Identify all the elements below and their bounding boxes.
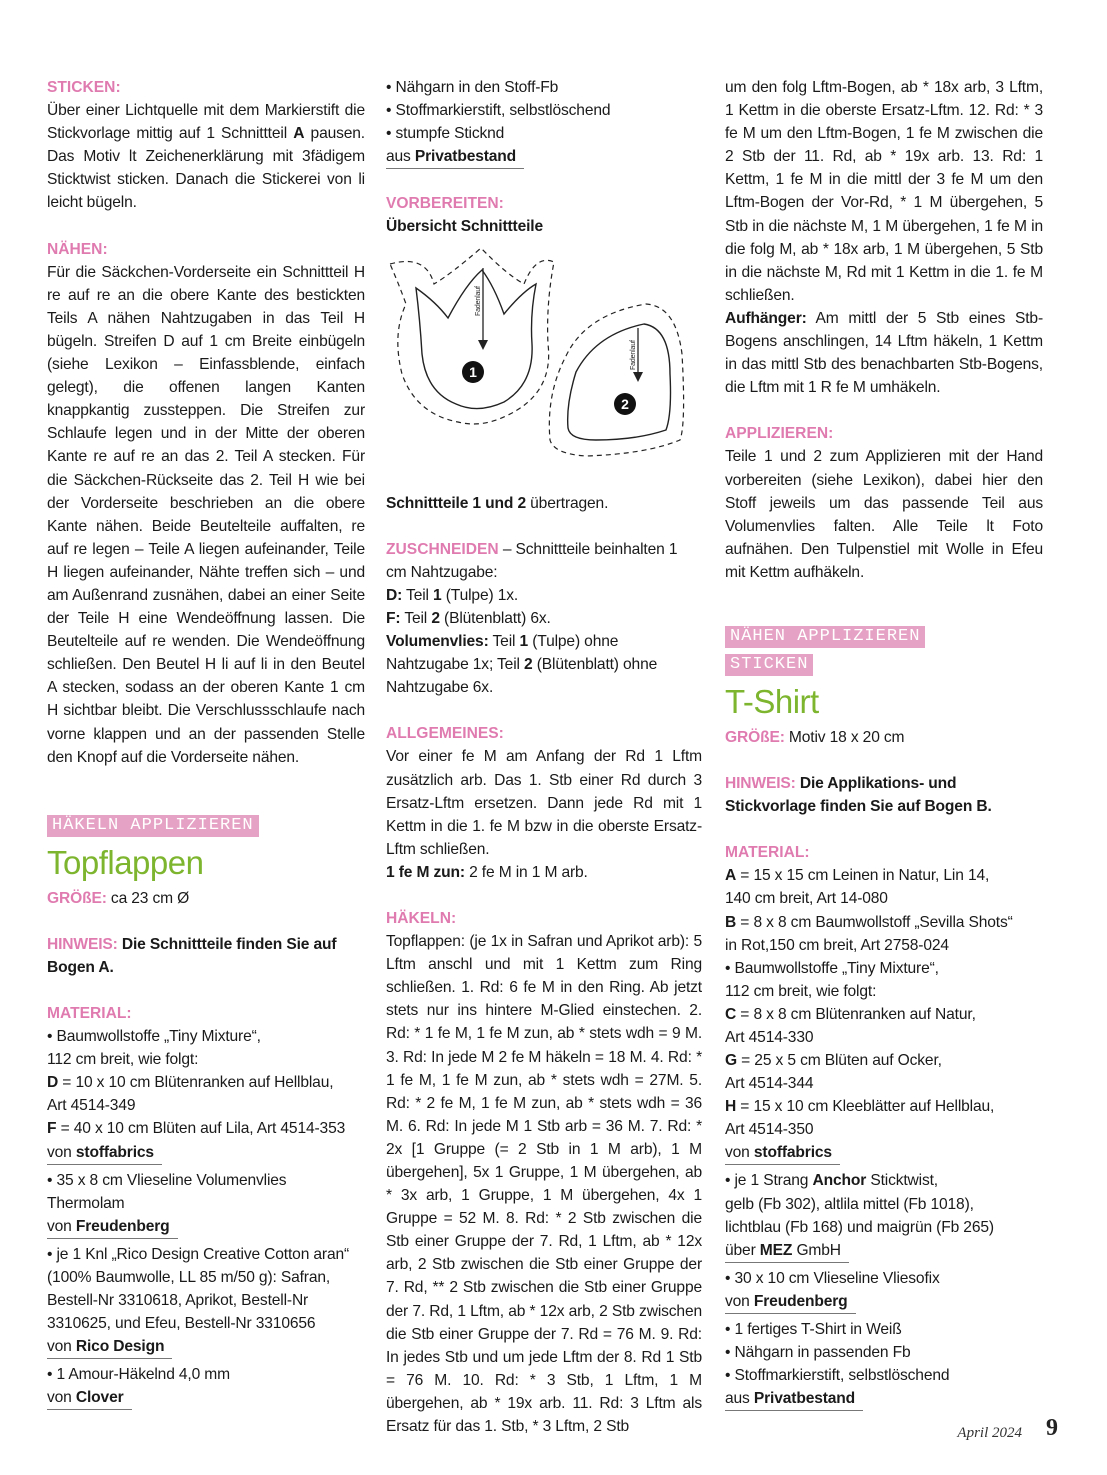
material-item: D = 10 x 10 cm Blütenranken auf Hellblau, <box>47 1074 334 1092</box>
supplier-line: von stoffabrics <box>725 1141 1043 1165</box>
material-item: • 35 x 8 cm Vlieseline Volumenvlies <box>47 1171 287 1189</box>
supplier-line: von Clover <box>47 1386 365 1410</box>
pattern-pieces-diagram <box>386 244 686 476</box>
material-item: • Stoffmarkierstift, selbstlöschend <box>725 1367 950 1385</box>
material-item: G = 25 x 5 cm Blüten auf Ocker, <box>725 1052 942 1070</box>
material-item: • 1 Amour-Häkelnd 4,0 mm <box>47 1366 230 1384</box>
section-heading-sticken: STICKEN: <box>47 79 121 96</box>
increase-line: 1 fe M zun: 2 fe M in 1 M arb. <box>386 863 588 881</box>
material-item: gelb (Fb 302), altlila mittel (Fb 1018), <box>725 1195 974 1213</box>
tulip-seam-outline <box>390 248 554 424</box>
material-item: C = 8 x 8 cm Blütenranken auf Natur, <box>725 1005 976 1023</box>
crochet-instructions: Topflappen: (je 1x in Safran und Aprikot arb): 5 Lftm anschl und mit 1 Kettm zum Ring schließen. 1. Rd: 6 fe M in den Ring. Ab jetzt stets nur ins hintere M-Glied einstechen. 2. Rd: * 1 fe M, 1 fe M zun, ab * stets wdh = 9 M. 3. Rd: In jede M 2 fe M häkeln = 18 M. 4. Rd: * 1 fe M, 1 fe M zun, ab * stets wdh = 27M. 5. Rd: * 2 fe M, 1 fe M zun, ab * stets wdh = 36 M. 6. Rd: In jede M 1 Stb arb = 36 M. 7. Rd: * 2x [1 Gruppe (= 2 Stb in 1 M arb), 1 M übergehen], 5x 1 Gruppe, 1 M übergehen, ab * 3x arb, 1 Gruppe, 1 M übergehen, 4x 1 Gruppe = 52 M. 8. Rd: * 2 Stb zwischen die Stb einer Gruppe der 7. Rd, 1 Lftm, ab * 12x arb, 2 Stb zwischen die Stb einer Gruppe der 7. Rd, ** 2 Stb zwischen die Stb einer Gruppe der 7. Rd, 1 Lftm, ab * 12x arb, 2 Stb zwischen die Stb einer Gruppe der 7. Rd = 76 M. 9. Rd: In jedes Stb und um jede Lftm der 8. Rd 1 Stb = 76 M. 10. Rd: * 3 Stb, 1 Lftm, 1 M übergehen, ab * 19x arb. 11. Rd: 3 Lftm als Ersatz für das 1. Stb, * 3 Lftm, 2 Stb <box>386 933 702 1436</box>
material-item: H = 15 x 10 cm Kleeblätter auf Hellblau, <box>725 1098 995 1116</box>
material-item: • 30 x 10 cm Vlieseline Vliesofix <box>725 1269 940 1287</box>
section-heading-material: MATERIAL: <box>47 1005 132 1022</box>
column-left <box>47 76 365 1410</box>
section-heading-applizieren: APPLIZIEREN: <box>725 425 834 443</box>
hanger-paragraph: Aufhänger: Am mittl der 5 Stb eines Stb-Bogens anschlingen, 14 Lftm häkeln, 1 Kettm in das mittl Stb des benachbarten Stb-Bogens, die Lftm mit 1 R fe M umhäkeln. <box>725 309 1043 397</box>
general-paragraph: Vor einer fe M am Anfang der Rd 1 Lftm zusätzlich arb. Das 1. Stb einer Rd durch 3 Ersatz-Lftm ersetzen. Dann jede Rd mit 1 Kettm in die 1. fe M bzw in die oberste Ersatz-Lftm schließen. <box>386 748 702 858</box>
material-item: 112 cm breit, wie folgt: <box>47 1051 199 1069</box>
transfer-line: Schnittteile 1 und 2 übertragen. <box>386 494 609 512</box>
material-item: 112 cm breit, wie folgt: <box>725 982 877 1000</box>
page-number: 9 <box>1046 1415 1058 1441</box>
issue-label: April 2024 <box>957 1425 1022 1441</box>
material-item: lichtblau (Fb 168) und maigrün (Fb 265) <box>725 1218 994 1236</box>
petal-piece-2 <box>568 324 671 440</box>
size-line: GRÖßE: ca 23 cm Ø <box>47 889 190 907</box>
material-item: • Baumwollstoffe „Tiny Mixture“, <box>725 959 939 977</box>
section-heading-haekeln: HÄKELN: <box>386 909 457 927</box>
grain-label-1: Fadenlauf <box>475 286 482 317</box>
hint-line: HINWEIS: Die Schnittteile finden Sie auf Bogen A. <box>47 935 337 976</box>
project-title: T-Shirt <box>725 682 819 720</box>
material-item: 3310625, und Efeu, Bestell-Nr 3310656 <box>47 1315 316 1333</box>
piece-number-2: 2 <box>621 396 629 413</box>
material-item: Art 4514-344 <box>725 1075 814 1093</box>
material-item: (100% Baumwolle, LL 85 m/50 g): Safran, <box>47 1268 331 1286</box>
project-title: Topflappen <box>47 843 204 881</box>
supplier-line: von Freudenberg <box>47 1215 365 1239</box>
naehen-paragraph: Für die Säckchen-Vorderseite ein Schnittteil H re auf re an die obere Kante des bestickten Teils A nähen Nahtzugaben in das Teil H bügeln. Streifen D auf 1 cm Breite einbügeln (siehe Lexikon – Einfassblende, einfach gelegt), die offenen langen Kanten knappkantig zussteppen. Die Streifen zur Schlaufe legen und in der Mitte der oberen Kante re auf re an das 2. Teil A stecken. Für die Säckchen-Rückseite das 2. Teil H wie bei der Vorderseite beschrieben an die obere Kante nähen. Beide Beutelteile auffalten, re auf re legen – Teile A liegen aufeinander, Teile H liegen aufeinander, Nähte treffen sich – und am Außenrand zusnähen, dabei an einer Seite der Teile H eine Wendeöffnung lassen. Die Beutelteile auf re wenden. Die Wendeöffnung schließen. Den Beutel H li auf li in den Beutel A stecken, sodass an der oberen Kante 1 cm H sichtbar bleibt. Die Verschlussschlaufe nach vorne klappen und an der passenden Stelle den Knopf auf die Vorderseite nähen. <box>47 263 365 766</box>
material-item: • je 1 Knl „Rico Design Creative Cotton aran“ <box>47 1245 350 1263</box>
supplier-line: aus Privatbestand <box>386 145 702 169</box>
material-item: Bestell-Nr 3310618, Aprikot, Bestell-Nr <box>47 1291 309 1309</box>
section-heading-naehen: NÄHEN: <box>47 240 108 258</box>
cut-item: D: Teil 1 (Tulpe) 1x. <box>386 586 519 604</box>
supplier-line: von Freudenberg <box>725 1290 1043 1314</box>
crochet-continued: um den folg Lftm-Bogen, ab * 18x arb, 3 Lftm, 1 Kettm in die oberste Ersatz-Lftm. 12. Rd: * 3 fe M um den Lftm-Bogen, 1 fe M zwischen die 2 Stb der 11. Rd, ab * 19x arb. 13. Rd: 1 Kettm, 1 fe M in die mittl der 3 fe M um den Lftm-Bogen der Vor-Rd, * 1 M übergehen, 5 Stb in die nächste M, 1 M übergehen, 1 fe M in die folg M, ab * 18x arb, 1 M übergehen, 5 Stb in die nächste M, Rd mit 1 Kettm in die 1. fe M schließen. <box>725 79 1043 304</box>
column-middle <box>386 76 702 1438</box>
section-heading-vorbereiten: VORBEREITEN: <box>386 195 504 213</box>
material-item: • Baumwollstoffe „Tiny Mixture“, <box>47 1028 261 1046</box>
material-item: F = 40 x 10 cm Blüten auf Lila, Art 4514-353 <box>47 1120 346 1138</box>
material-item: • Stoffmarkierstift, selbstlöschend <box>386 102 611 120</box>
size-line: GRÖßE: Motiv 18 x 20 cm <box>725 728 905 746</box>
sticken-paragraph: Über einer Lichtquelle mit dem Markierstift die Stickvorlage mittig auf 1 Schnittteil A pausen. Das Motiv lt Zeichenerklärung mit 3fädigem Sticktwist sticken. Danach die Stickerei von li leicht bügeln. <box>47 102 365 212</box>
applique-paragraph: Teile 1 und 2 zum Applizieren mit der Hand vorbereiten (siehe Lexikon), dabei hier den Stoff jeweils um das passende Teil aus Volumenvlies falten. Alle Teile lt Foto aufnähen. Den Tulpenstiel mit Wolle in Efeu mit Kettm aufhäkeln. <box>725 448 1043 581</box>
section-heading-material: MATERIAL: <box>725 844 810 862</box>
material-item: Art 4514-350 <box>725 1121 814 1139</box>
category-tag: HÄKELN APPLIZIEREN <box>47 815 259 837</box>
supplier-line: von Rico Design <box>47 1335 365 1359</box>
overview-label: Übersicht Schnittteile <box>386 218 544 236</box>
supplier-line: von stoffabrics <box>47 1141 365 1165</box>
supplier-line: aus Privatbestand <box>725 1387 1043 1411</box>
cutting-intro: ZUSCHNEIDEN – Schnittteile beinhalten 1 cm Nahtzugabe: <box>386 540 678 581</box>
material-item: • je 1 Strang Anchor Sticktwist, <box>725 1172 938 1190</box>
material-item: • stumpfe Sticknd <box>386 125 505 143</box>
material-item: • Nähgarn in den Stoff-Fb <box>386 79 559 96</box>
cut-item: F: Teil 2 (Blütenblatt) 6x. <box>386 609 551 627</box>
column-right <box>725 76 1043 1411</box>
material-item: 140 cm breit, Art 14-080 <box>725 890 888 908</box>
material-item: Art 4514-330 <box>725 1029 814 1046</box>
material-item: • 1 fertiges T-Shirt in Weiß <box>725 1320 902 1338</box>
material-item: • Nähgarn in passenden Fb <box>725 1343 911 1361</box>
supplier-line: über MEZ GmbH <box>725 1239 1043 1263</box>
section-heading-allgemeines: ALLGEMEINES: <box>386 725 504 743</box>
grain-label-2: Fadenlauf <box>630 340 637 371</box>
material-item: A = 15 x 15 cm Leinen in Natur, Lin 14, <box>725 867 990 885</box>
piece-number-1: 1 <box>469 364 477 381</box>
hint-line: HINWEIS: Die Applikations- und Stickvorlage finden Sie auf Bogen B. <box>725 775 992 816</box>
material-item: Art 4514-349 <box>47 1097 136 1115</box>
material-item: Thermolam <box>47 1194 125 1212</box>
cut-item: Volumenvlies: Teil 1 (Tulpe) ohne Nahtzugabe 1x; Teil 2 (Blütenblatt) ohne Nahtzugabe 6x. <box>386 633 658 697</box>
material-item: B = 8 x 8 cm Baumwollstoff „Sevilla Shots“ <box>725 913 1013 931</box>
category-tag: NÄHEN APPLIZIEREN <box>725 626 925 648</box>
material-item: in Rot,150 cm breit, Art 2758-024 <box>725 936 949 954</box>
petal-seam-outline <box>549 304 683 456</box>
category-tag: STICKEN <box>725 654 813 676</box>
